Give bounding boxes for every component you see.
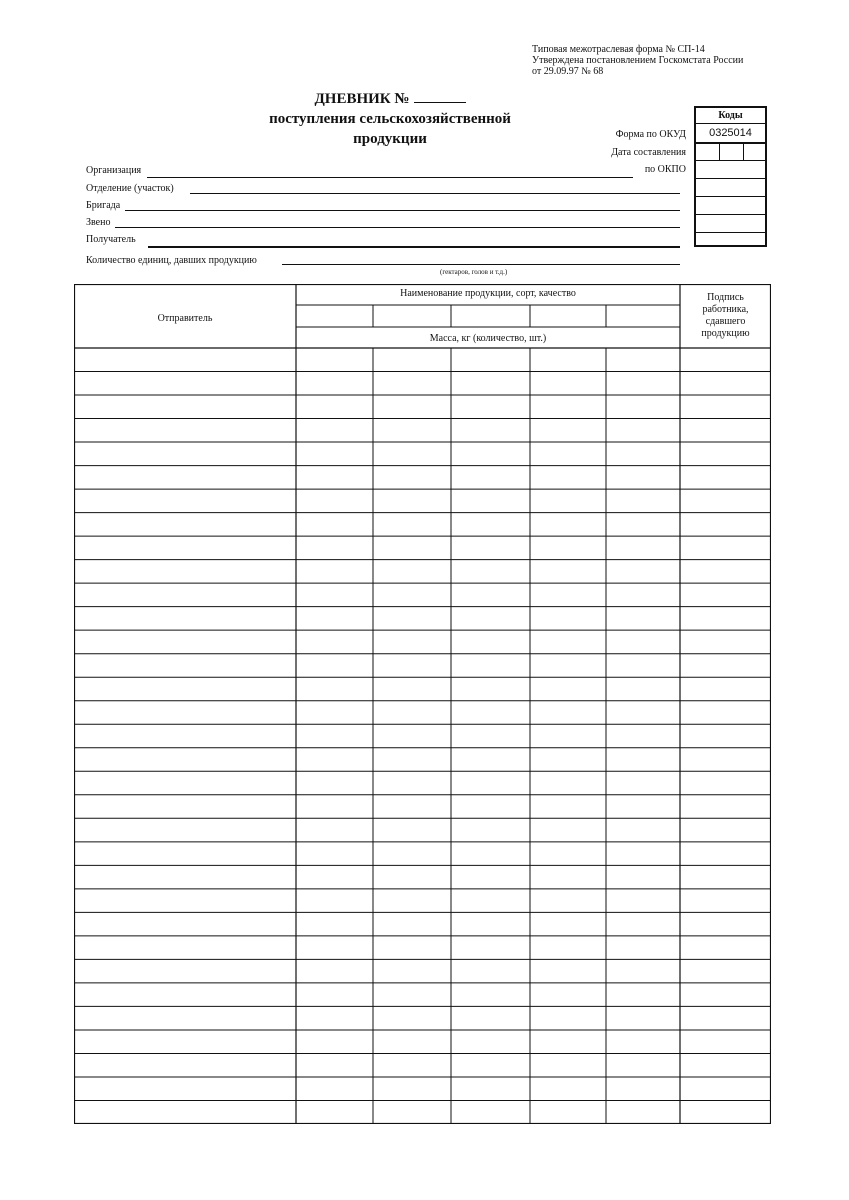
okud-label: Форма по ОКУД [615, 129, 686, 140]
form-note-line3: от 29.09.97 № 68 [532, 66, 604, 77]
document-title [250, 88, 530, 149]
department-label: Отделение (участок) [86, 183, 174, 194]
col-header-mass: Масса, кг (количество, шт.) [429, 333, 547, 344]
okpo-label: по ОКПО [644, 164, 686, 175]
date-divider [719, 144, 720, 160]
form-note-line1: Типовая межотраслевая форма № СП-14 [532, 44, 705, 55]
organization-label: Организация [86, 165, 142, 176]
receipts-table [74, 284, 771, 1124]
code-field[interactable] [696, 233, 765, 245]
unit-label: Звено [86, 217, 111, 228]
diary-number-field[interactable] [414, 88, 466, 103]
form-note [532, 44, 743, 77]
okud-code: 0325014 [696, 124, 765, 144]
signature-line2: работника, [702, 304, 749, 315]
date-divider [743, 144, 744, 160]
signature-line4: продукцию [701, 328, 750, 339]
title-line2: поступления сельскохозяйственной [269, 111, 511, 127]
units-count-field[interactable] [282, 264, 680, 265]
brigade-field[interactable] [125, 210, 680, 211]
unit-field[interactable] [115, 227, 680, 228]
col-header-product: Наименование продукции, сорт, качество [400, 288, 576, 299]
recipient-field[interactable] [148, 246, 680, 248]
okpo-field[interactable] [696, 161, 765, 179]
table-grid [74, 284, 771, 1124]
title-line1: ДНЕВНИК № [314, 91, 410, 107]
units-count-label: Количество единиц, давших продукцию [86, 255, 257, 266]
units-note: (гектаров, голов и т.д.) [440, 268, 508, 276]
codes-box [694, 106, 767, 247]
col-header-sender: Отправитель [157, 313, 213, 324]
code-field[interactable] [696, 179, 765, 197]
code-field[interactable] [696, 215, 765, 233]
title-line3: продукции [353, 131, 427, 147]
date-label: Дата составления [611, 147, 686, 158]
codes-header: Коды [696, 108, 765, 124]
brigade-label: Бригада [86, 200, 121, 211]
organization-field[interactable] [147, 177, 633, 178]
table-border [75, 285, 771, 1124]
date-field[interactable] [696, 144, 765, 161]
code-field[interactable] [696, 197, 765, 215]
signature-line3: сдавшего [705, 316, 746, 327]
recipient-label: Получатель [86, 234, 136, 245]
col-header-signature [680, 292, 771, 340]
department-field[interactable] [190, 193, 680, 194]
signature-line1: Подпись [707, 292, 744, 303]
form-note-line2: Утверждена постановлением Госкомстата России [532, 55, 744, 66]
